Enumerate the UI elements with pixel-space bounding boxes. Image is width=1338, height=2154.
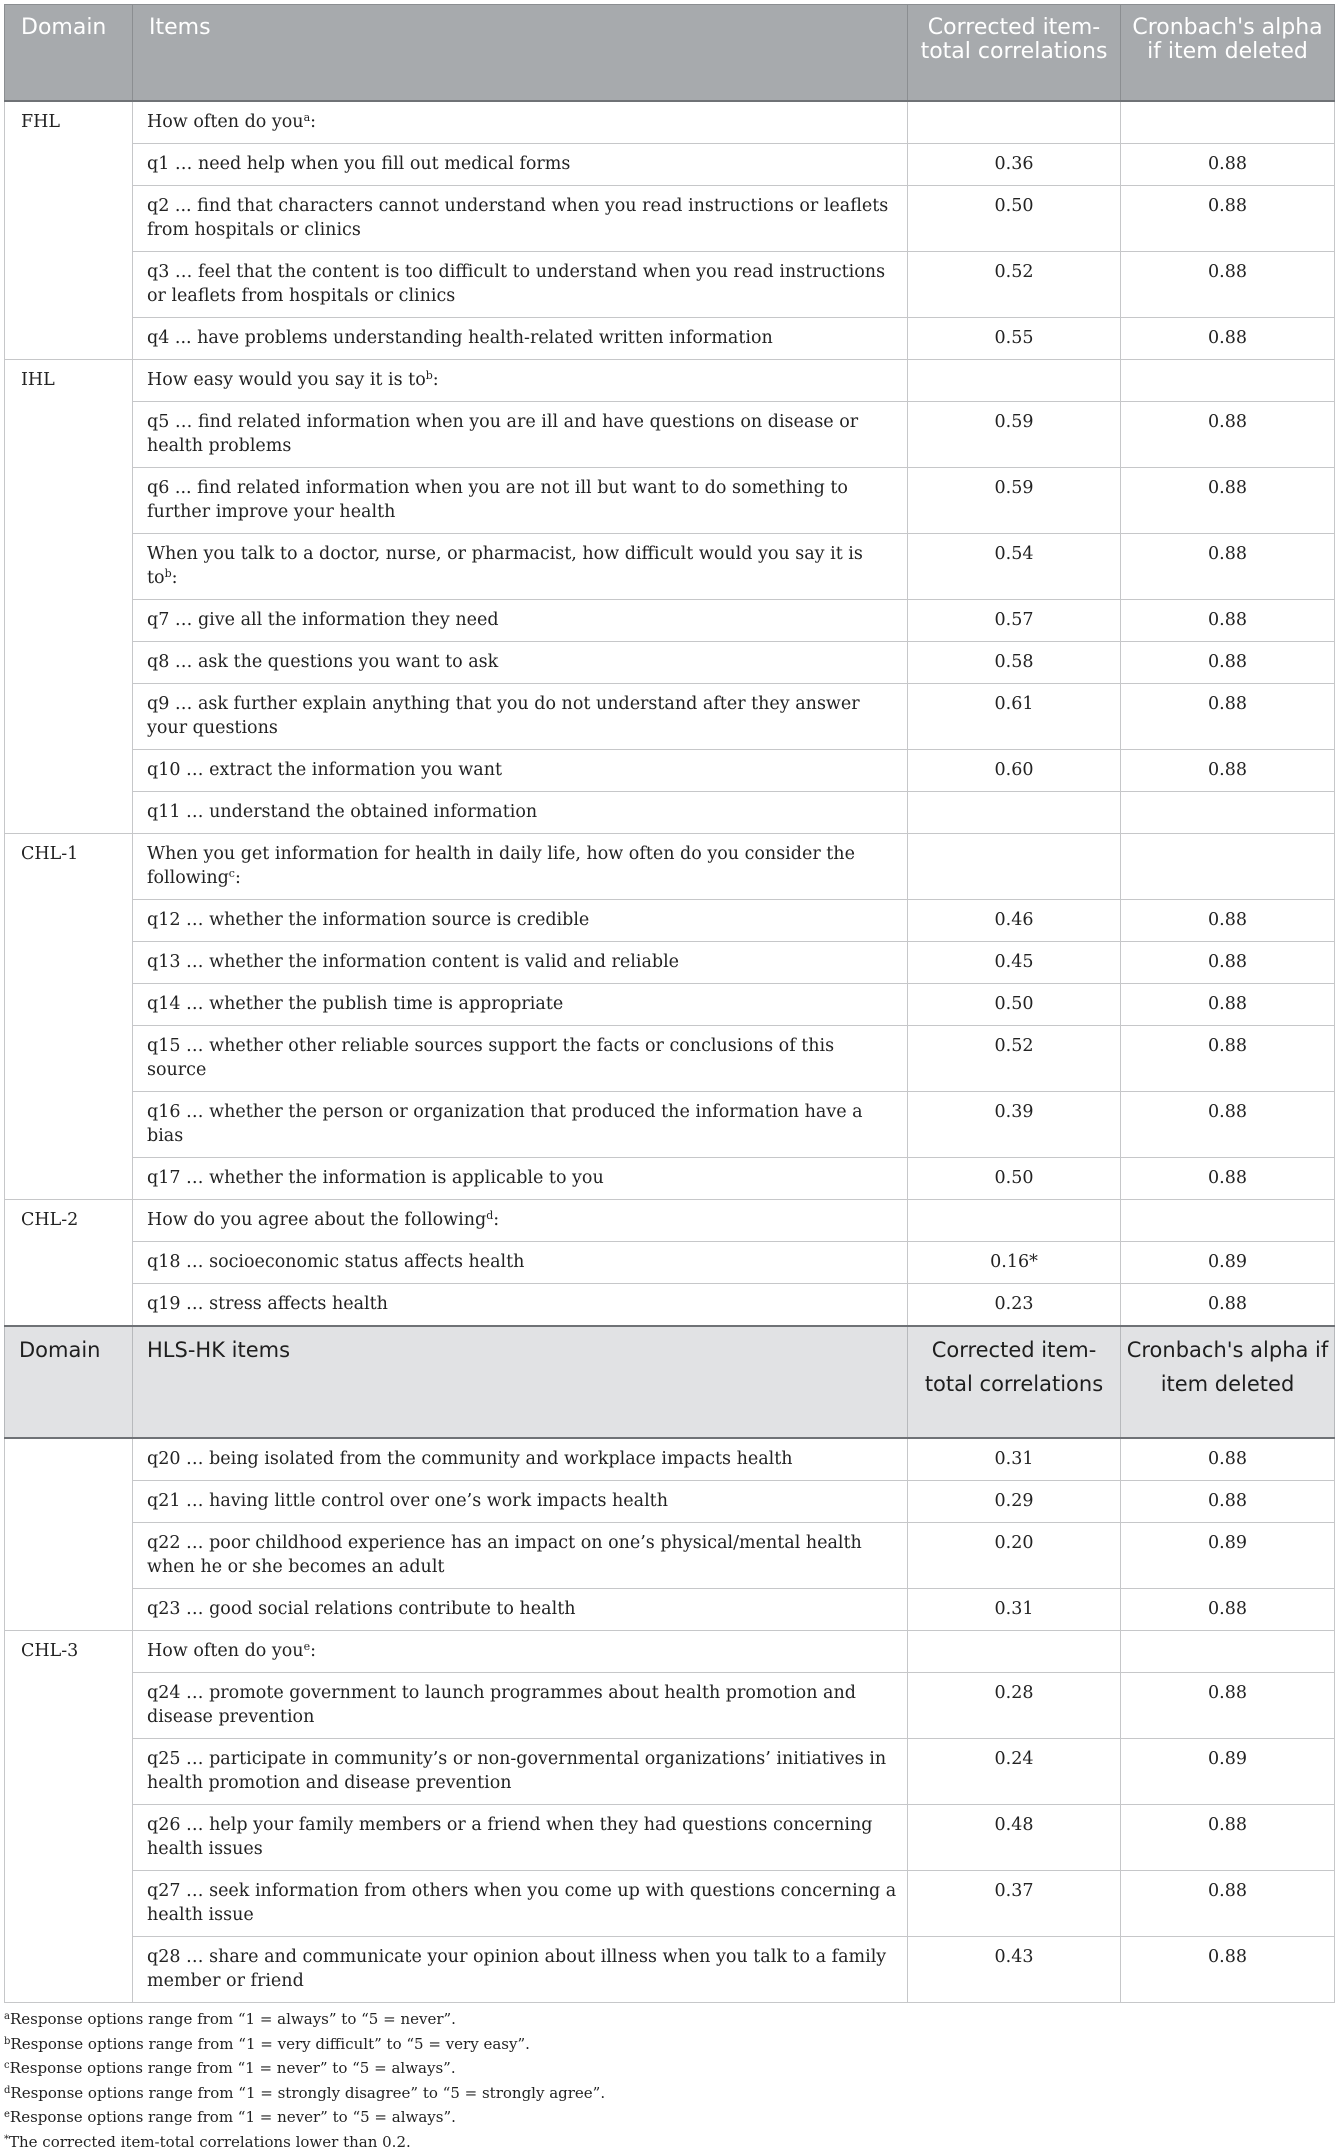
table-row — [5, 1242, 1335, 1284]
alpha-value: 0.89 — [1121, 1739, 1335, 1805]
item-cell — [133, 1523, 908, 1589]
header-corrected: Corrected item-total correlations — [908, 5, 1121, 102]
footnote-mark: b — [4, 2036, 10, 2047]
item-text: q24 … promote government to launch programmes about health promotion and disease prevention — [147, 1683, 856, 1727]
table-row — [5, 186, 1335, 252]
item-cell — [133, 792, 908, 834]
item-text: q14 … whether the publish time is appropriate — [147, 994, 563, 1014]
corrected-value — [908, 792, 1121, 834]
alpha-value — [1121, 792, 1335, 834]
alpha-value — [1121, 834, 1335, 900]
alpha-value: 0.88 — [1121, 1158, 1335, 1200]
table-row — [5, 900, 1335, 942]
table-row — [5, 318, 1335, 360]
table-row — [5, 1523, 1335, 1589]
corrected-value — [908, 101, 1121, 144]
alpha-value: 0.88 — [1121, 1438, 1335, 1481]
header-items: Items — [133, 5, 908, 102]
item-text: How often do you — [147, 112, 304, 132]
item-text: q11 … understand the obtained information — [147, 802, 537, 822]
item-text: q17 … whether the information is applicable to you — [147, 1168, 604, 1188]
footnote-mark: a — [4, 2011, 10, 2022]
alpha-value — [1121, 101, 1335, 144]
item-cell — [133, 318, 908, 360]
alpha-value: 0.88 — [1121, 318, 1335, 360]
table-row — [5, 642, 1335, 684]
item-text: q2 ... find that characters cannot understand when you read instructions or leaflets from hospitals or clinics — [147, 196, 888, 240]
alpha-value: 0.88 — [1121, 1937, 1335, 2003]
item-cell — [133, 600, 908, 642]
item-cell — [133, 1284, 908, 1327]
table-row — [5, 792, 1335, 834]
item-text: When you get information for health in daily life, how often do you consider the following — [147, 844, 855, 888]
alpha-value: 0.88 — [1121, 402, 1335, 468]
item-suffix: : — [493, 1210, 499, 1230]
item-cell — [133, 101, 908, 144]
reliability-table — [4, 4, 1335, 2003]
corrected-value: 0.31 — [908, 1438, 1121, 1481]
corrected-value — [908, 834, 1121, 900]
table-row — [5, 468, 1335, 534]
footnote-marker: c — [229, 867, 235, 880]
table-row — [5, 1739, 1335, 1805]
item-cell — [133, 642, 908, 684]
footnote-mark: * — [4, 2134, 9, 2145]
subheader-alpha: Cronbach's alpha if item deleted — [1121, 1326, 1335, 1438]
item-suffix: : — [310, 112, 316, 132]
table-row — [5, 600, 1335, 642]
item-text: q10 … extract the information you want — [147, 760, 502, 780]
item-cell — [133, 984, 908, 1026]
corrected-value: 0.58 — [908, 642, 1121, 684]
alpha-value: 0.89 — [1121, 1242, 1335, 1284]
corrected-value: 0.36 — [908, 144, 1121, 186]
corrected-value — [908, 1631, 1121, 1673]
table-row — [5, 534, 1335, 600]
table-row — [5, 1631, 1335, 1673]
alpha-value: 0.88 — [1121, 1481, 1335, 1523]
alpha-value — [1121, 1631, 1335, 1673]
table-row — [5, 1805, 1335, 1871]
corrected-value: 0.16* — [908, 1242, 1121, 1284]
table-row — [5, 684, 1335, 750]
table-row — [5, 144, 1335, 186]
corrected-value: 0.50 — [908, 186, 1121, 252]
item-text: q13 … whether the information content is valid and reliable — [147, 952, 679, 972]
item-text: q27 … seek information from others when you come up with questions concerning a health issue — [147, 1881, 896, 1925]
item-text: q16 … whether the person or organization that produced the information have a bias — [147, 1102, 863, 1146]
alpha-value: 0.88 — [1121, 600, 1335, 642]
subheader-domain: Domain — [5, 1326, 133, 1438]
alpha-value: 0.88 — [1121, 186, 1335, 252]
table-row — [5, 1200, 1335, 1242]
footnote — [4, 2056, 1334, 2081]
item-cell — [133, 360, 908, 402]
alpha-value: 0.88 — [1121, 144, 1335, 186]
alpha-value: 0.88 — [1121, 252, 1335, 318]
footnote-mark: d — [4, 2085, 10, 2096]
footnote — [4, 2130, 1334, 2154]
item-cell — [133, 1242, 908, 1284]
corrected-value: 0.55 — [908, 318, 1121, 360]
item-cell — [133, 1937, 908, 2003]
item-cell — [133, 834, 908, 900]
table-document — [4, 4, 1334, 2154]
item-text: q18 … socioeconomic status affects health — [147, 1252, 524, 1272]
item-cell — [133, 1589, 908, 1631]
corrected-value: 0.50 — [908, 1158, 1121, 1200]
table-row — [5, 1284, 1335, 1327]
item-cell — [133, 1026, 908, 1092]
item-text: q5 … find related information when you are ill and have questions on disease or health problems — [147, 412, 858, 456]
footnote-text: Response options range from “1 = always” to “5 = never”. — [10, 2010, 456, 2028]
table-row — [5, 942, 1335, 984]
domain-cell: IHL — [5, 360, 133, 834]
table-subheader-section — [5, 1326, 1335, 1438]
corrected-value: 0.57 — [908, 600, 1121, 642]
item-text: How easy would you say it is to — [147, 370, 426, 390]
alpha-value: 0.88 — [1121, 942, 1335, 984]
domain-cell: CHL-1 — [5, 834, 133, 1200]
subheader-corrected: Corrected item-total correlations — [908, 1326, 1121, 1438]
corrected-value: 0.52 — [908, 252, 1121, 318]
item-text: When you talk to a doctor, nurse, or pharmacist, how difficult would you say it is to — [147, 544, 863, 588]
corrected-value: 0.60 — [908, 750, 1121, 792]
domain-cell — [5, 1438, 133, 1631]
table-row — [5, 1026, 1335, 1092]
item-cell — [133, 1739, 908, 1805]
item-suffix: : — [310, 1641, 316, 1661]
alpha-value: 0.88 — [1121, 1673, 1335, 1739]
corrected-value: 0.39 — [908, 1092, 1121, 1158]
item-cell — [133, 144, 908, 186]
item-text: q26 … help your family members or a friend when they had questions concerning health issues — [147, 1815, 872, 1859]
table-body-part1 — [5, 101, 1335, 1326]
corrected-value — [908, 360, 1121, 402]
alpha-value: 0.88 — [1121, 750, 1335, 792]
footnote-marker: b — [165, 567, 172, 580]
table-row — [5, 834, 1335, 900]
item-cell — [133, 402, 908, 468]
table-row — [5, 750, 1335, 792]
corrected-value: 0.45 — [908, 942, 1121, 984]
footnote-text: Response options range from “1 = never” to “5 = always”. — [10, 2059, 456, 2077]
corrected-value: 0.50 — [908, 984, 1121, 1026]
item-cell — [133, 1673, 908, 1739]
alpha-value: 0.88 — [1121, 1589, 1335, 1631]
table-row — [5, 101, 1335, 144]
corrected-value: 0.61 — [908, 684, 1121, 750]
domain-cell: CHL-3 — [5, 1631, 133, 2003]
alpha-value: 0.88 — [1121, 984, 1335, 1026]
item-text: q12 … whether the information source is credible — [147, 910, 589, 930]
alpha-value: 0.88 — [1121, 684, 1335, 750]
footnote-text: Response options range from “1 = very difficult” to “5 = very easy”. — [10, 2035, 529, 2053]
alpha-value: 0.88 — [1121, 468, 1335, 534]
table-row — [5, 1481, 1335, 1523]
item-cell — [133, 252, 908, 318]
item-text: q7 … give all the information they need — [147, 610, 499, 630]
table-row — [5, 402, 1335, 468]
domain-cell: FHL — [5, 101, 133, 360]
item-text: q22 … poor childhood experience has an impact on one’s physical/mental health when he or she becomes an adult — [147, 1533, 862, 1577]
corrected-value: 0.20 — [908, 1523, 1121, 1589]
footnote-text: Response options range from “1 = strongly disagree” to “5 = strongly agree”. — [10, 2084, 605, 2102]
header-domain: Domain — [5, 5, 133, 102]
item-cell — [133, 900, 908, 942]
footnote-mark: e — [4, 2109, 10, 2120]
item-text: How do you agree about the following — [147, 1210, 486, 1230]
corrected-value: 0.23 — [908, 1284, 1121, 1327]
footnote — [4, 2105, 1334, 2130]
item-text: q1 … need help when you fill out medical forms — [147, 154, 570, 174]
item-text: q9 … ask further explain anything that you do not understand after they answer your questions — [147, 694, 860, 738]
alpha-value: 0.88 — [1121, 1871, 1335, 1937]
footnote — [4, 2032, 1334, 2057]
alpha-value: 0.88 — [1121, 900, 1335, 942]
item-suffix: : — [172, 568, 178, 588]
footnote-marker: e — [304, 1640, 311, 1653]
item-cell — [133, 1200, 908, 1242]
corrected-value: 0.59 — [908, 468, 1121, 534]
item-cell — [133, 1871, 908, 1937]
item-suffix: : — [235, 868, 241, 888]
corrected-value: 0.52 — [908, 1026, 1121, 1092]
item-text: q20 … being isolated from the community and workplace impacts health — [147, 1449, 793, 1469]
alpha-value: 0.88 — [1121, 534, 1335, 600]
footnote — [4, 2007, 1334, 2032]
item-text: q25 … participate in community’s or non-governmental organizations’ initiatives in health promotion and disease prevention — [147, 1749, 886, 1793]
table-row — [5, 1438, 1335, 1481]
table-row — [5, 360, 1335, 402]
item-cell — [133, 1158, 908, 1200]
item-cell — [133, 1092, 908, 1158]
alpha-value — [1121, 360, 1335, 402]
corrected-value: 0.29 — [908, 1481, 1121, 1523]
item-text: q28 … share and communicate your opinion about illness when you talk to a family member or friend — [147, 1947, 886, 1991]
table-header-row — [5, 5, 1335, 102]
item-text: q6 ... find related information when you are not ill but want to do something to further improve your health — [147, 478, 848, 522]
footnote-text: Response options range from “1 = never” to “5 = always”. — [10, 2108, 456, 2126]
footnote-marker: a — [304, 111, 311, 124]
alpha-value — [1121, 1200, 1335, 1242]
item-suffix: : — [433, 370, 439, 390]
item-text: q21 … having little control over one’s work impacts health — [147, 1491, 668, 1511]
table-subheader-row — [5, 1326, 1335, 1438]
footnote-marker: b — [426, 369, 433, 382]
footnote — [4, 2081, 1334, 2106]
table-body-part2 — [5, 1438, 1335, 2003]
item-text: q23 … good social relations contribute to health — [147, 1599, 576, 1619]
item-text: q3 … feel that the content is too difficult to understand when you read instructions or leaflets from hospitals or clinics — [147, 262, 885, 306]
corrected-value — [908, 1200, 1121, 1242]
corrected-value: 0.48 — [908, 1805, 1121, 1871]
item-cell — [133, 1631, 908, 1673]
footnote-marker: d — [486, 1209, 493, 1222]
item-cell — [133, 1805, 908, 1871]
table-row — [5, 1871, 1335, 1937]
item-cell — [133, 942, 908, 984]
alpha-value: 0.88 — [1121, 1805, 1335, 1871]
item-cell — [133, 468, 908, 534]
footnotes — [4, 2007, 1334, 2154]
item-cell — [133, 534, 908, 600]
alpha-value: 0.89 — [1121, 1523, 1335, 1589]
footnote-mark: c — [4, 2060, 10, 2071]
table-row — [5, 252, 1335, 318]
item-text: q8 … ask the questions you want to ask — [147, 652, 498, 672]
corrected-value: 0.24 — [908, 1739, 1121, 1805]
corrected-value: 0.43 — [908, 1937, 1121, 2003]
item-cell — [133, 1438, 908, 1481]
item-text: q4 ... have problems understanding health-related written information — [147, 328, 773, 348]
item-cell — [133, 186, 908, 252]
item-text: q19 … stress affects health — [147, 1294, 388, 1314]
table-row — [5, 1673, 1335, 1739]
subheader-items: HLS-HK items — [133, 1326, 908, 1438]
table-row — [5, 1092, 1335, 1158]
item-text: How often do you — [147, 1641, 304, 1661]
item-text: q15 … whether other reliable sources support the facts or conclusions of this source — [147, 1036, 834, 1080]
alpha-value: 0.88 — [1121, 1026, 1335, 1092]
table-row — [5, 1158, 1335, 1200]
domain-cell: CHL-2 — [5, 1200, 133, 1327]
alpha-value: 0.88 — [1121, 1284, 1335, 1327]
alpha-value: 0.88 — [1121, 1092, 1335, 1158]
item-cell — [133, 684, 908, 750]
corrected-value: 0.28 — [908, 1673, 1121, 1739]
alpha-value: 0.88 — [1121, 642, 1335, 684]
corrected-value: 0.31 — [908, 1589, 1121, 1631]
table-row — [5, 1589, 1335, 1631]
footnote-text: The corrected item-total correlations lower than 0.2. — [9, 2133, 411, 2151]
corrected-value: 0.59 — [908, 402, 1121, 468]
corrected-value: 0.54 — [908, 534, 1121, 600]
corrected-value: 0.37 — [908, 1871, 1121, 1937]
corrected-value: 0.46 — [908, 900, 1121, 942]
item-cell — [133, 750, 908, 792]
item-cell — [133, 1481, 908, 1523]
table-row — [5, 984, 1335, 1026]
table-row — [5, 1937, 1335, 2003]
header-alpha: Cronbach's alpha if item deleted — [1121, 5, 1335, 102]
